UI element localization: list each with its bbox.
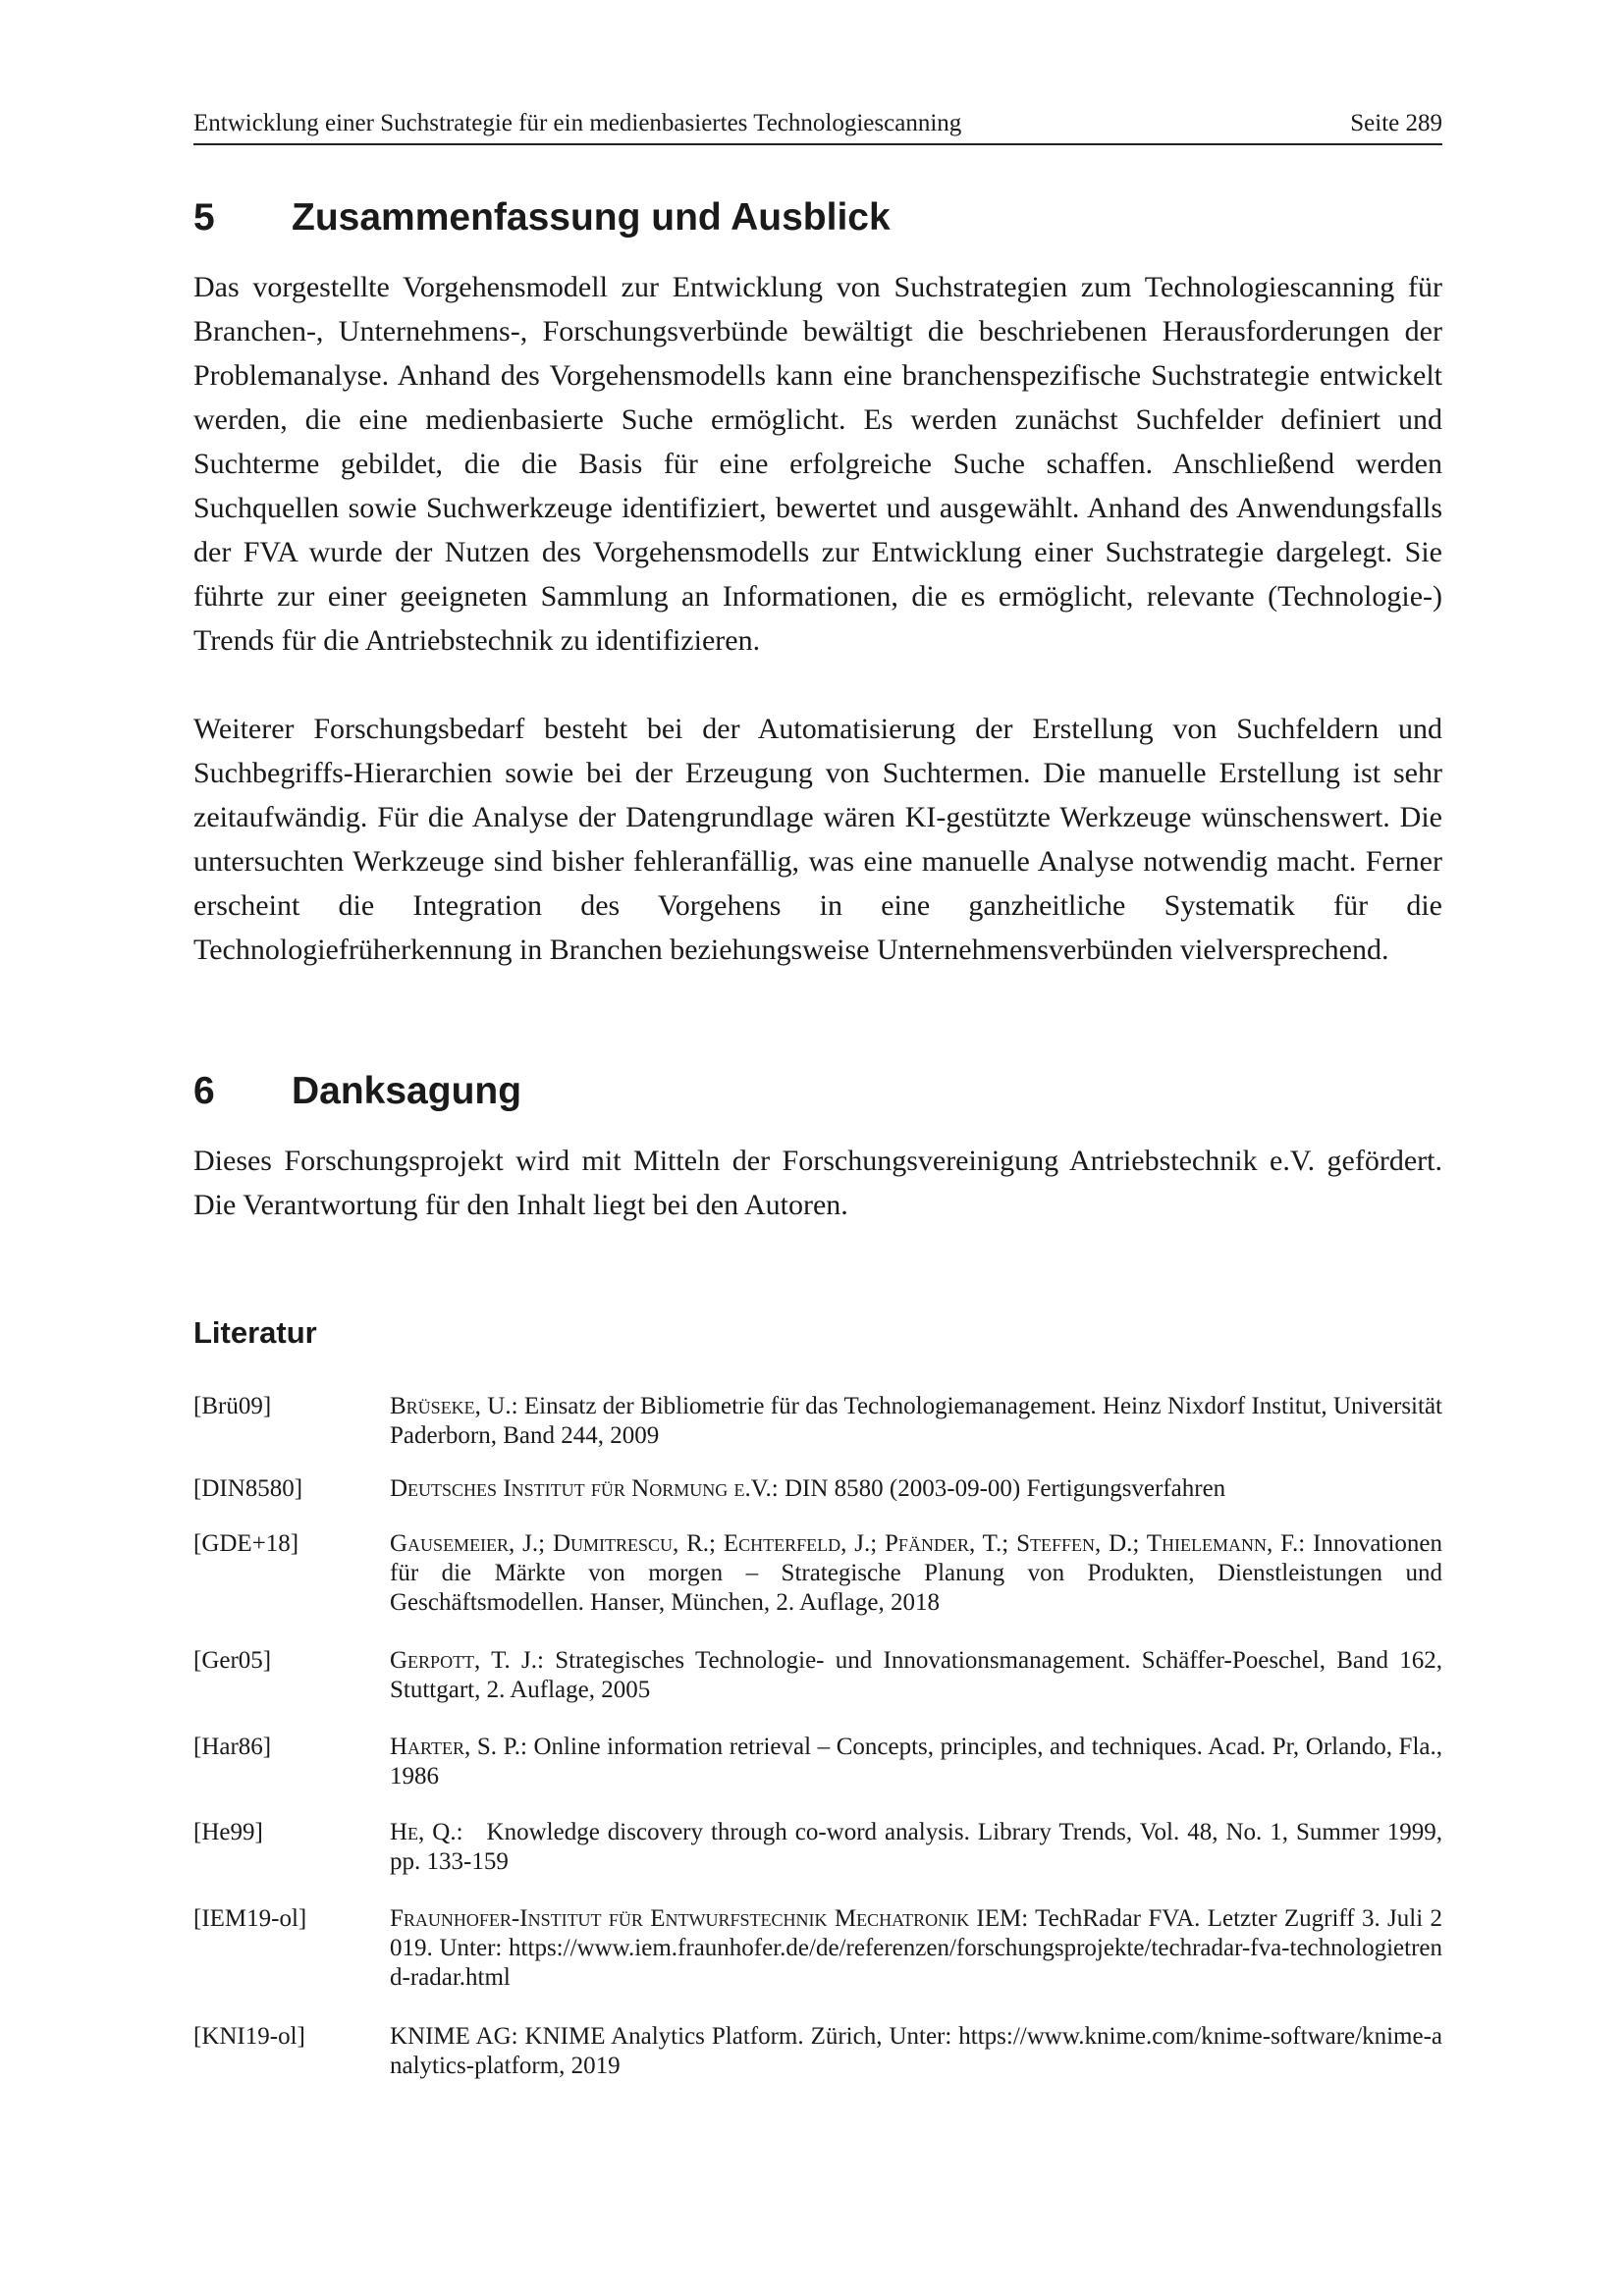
reference-body: : DIN 8580 (2003-09-00) Fertigungsverfahren — [771, 1475, 1226, 1502]
reference-authors: He, Q. — [390, 1819, 457, 1845]
section-title: Danksagung — [292, 1070, 522, 1112]
reference-body: : Einsatz der Bibliometrie für das Technologiemanagement. Heinz Nixdorf Institut, Universität Paderborn, Band 244, 2009 — [390, 1393, 1442, 1449]
reference-body: : Innovationen für die Märkte von morgen – Strategische Planung von Produkten, Dienstleistungen und Geschäftsmodellen. Hanser, München, 2. Auflage, 2018 — [390, 1530, 1442, 1616]
reference-authors: Deutsches Institut für Normung e.V. — [390, 1475, 772, 1502]
reference-text — [390, 1733, 1442, 1791]
section-number: 5 — [193, 196, 215, 239]
reference-key: [Brü09] — [193, 1393, 272, 1419]
reference-authors: Gausemeier, J.; Dumitrescu, R.; Echterfeld, J.; Pfänder, T.; Steffen, D.; Thielemann, F. — [390, 1530, 1299, 1557]
reference-key: [IEM19-ol] — [193, 1905, 307, 1932]
section-title: Zusammenfassung und Ausblick — [292, 196, 891, 239]
reference-text — [390, 1392, 1442, 1451]
reference-authors: Harter, S. P. — [390, 1734, 520, 1760]
reference-body: KNIME AG: KNIME Analytics Platform. Zürich, Unter: https://www.knime.com/knime-software/knime-analytics-platform, 2019 — [390, 2023, 1442, 2079]
reference-authors: Brüseke, U. — [390, 1393, 512, 1419]
running-header — [193, 108, 1442, 145]
reference-key: [Har86] — [193, 1734, 272, 1760]
reference-text — [390, 1818, 1449, 1877]
reference-authors: Fraunhofer-Institut für Entwurfstechnik Mechatronik IEM — [390, 1905, 1022, 1932]
reference-body: : Strategisches Technologie- und Innovationsmanagement. Schäffer-Poeschel, Band 162, Stuttgart, 2. Auflage, 2005 — [390, 1647, 1442, 1703]
header-title: Entwicklung einer Suchstrategie für ein medienbasiertes Technologiescanning — [193, 110, 962, 136]
reference-text — [390, 2022, 1442, 2081]
reference-text — [390, 1474, 1442, 1504]
reference-authors: Gerpott, T. J. — [390, 1647, 538, 1674]
section-6-paragraph: Dieses Forschungsprojekt wird mit Mitteln der Forschungsvereinigung Antriebstechnik e.V. gefördert. Die Verantwortung für den Inhalt liegt bei den Autoren. — [193, 1145, 1442, 1221]
reference-text — [390, 1646, 1442, 1705]
section-number: 6 — [193, 1070, 215, 1112]
reference-body: : Online information retrieval – Concepts, principles, and techniques. Acad. Pr, Orlando, Fla., 1986 — [390, 1734, 1442, 1789]
reference-key: [GDE+18] — [193, 1530, 299, 1557]
section-5-paragraph-2: Weiterer Forschungsbedarf besteht bei der Automatisierung der Erstellung von Suchfeldern und Suchbegriffs-Hierarchien sowie bei der Erzeugung von Suchtermen. Die manuelle Erstellung ist sehr zeitaufwändig. Für die Analyse der Datengrundlage wären KI-gestützte Werkzeuge wünschenswert. Die untersuchten Werkzeuge sind bisher fehleranfällig, was eine manuelle Analyse notwendig macht. Ferner erscheint die Integration des Vorgehens in eine ganzheitliche Systematik für die Technologiefrüherkennung in Branchen beziehungsweise Unternehmensverbünden vielversprechend. — [193, 713, 1442, 966]
reference-key: [DIN8580] — [193, 1475, 303, 1502]
reference-key: [He99] — [193, 1819, 263, 1845]
reference-key: [Ger05] — [193, 1647, 272, 1674]
reference-body: : TechRadar FVA. Letzter Zugriff 3. Juli 2019. Unter: https://www.iem.fraunhofer.de/de/referenzen/forschungsprojekte/techradar-fva-technologietrend-radar.html — [390, 1905, 1442, 1991]
reference-text — [390, 1529, 1442, 1618]
section-5-paragraph-1: Das vorgestellte Vorgehensmodell zur Entwicklung von Suchstrategien zum Technologiescanning für Branchen-, Unternehmens-, Forschungsverbünde bewältigt die beschriebenen Herausforderungen der Problemanalyse. Anhand des Vorgehensmodells kann eine branchenspezifische Suchstrategie entwickelt werden, die eine medienbasierte Suche ermöglicht. Es werden zunächst Suchfelder definiert und Suchterme gebildet, die die Basis für eine erfolgreiche Suche schaffen. Anschließend werden Suchquellen sowie Suchwerkzeuge identifiziert, bewertet und ausgewählt. Anhand des Anwendungsfalls der FVA wurde der Nutzen des Vorgehensmodells zur Entwicklung einer Suchstrategie dargelegt. Sie führte zur einer geeigneten Sammlung an Informationen, die es ermöglicht, relevante (Technologie-) Trends für die Antriebstechnik zu identifizieren. — [193, 271, 1442, 657]
literature-heading: Literatur — [193, 1315, 317, 1350]
reference-body: : Knowledge discovery through co-word analysis. Library Trends, Vol. 48, No. 1, Summer 1999, pp. 133-159 — [390, 1819, 1449, 1875]
page-number: Seite 289 — [1350, 110, 1442, 136]
reference-text — [390, 1904, 1442, 1993]
reference-key: [KNI19-ol] — [193, 2023, 305, 2050]
